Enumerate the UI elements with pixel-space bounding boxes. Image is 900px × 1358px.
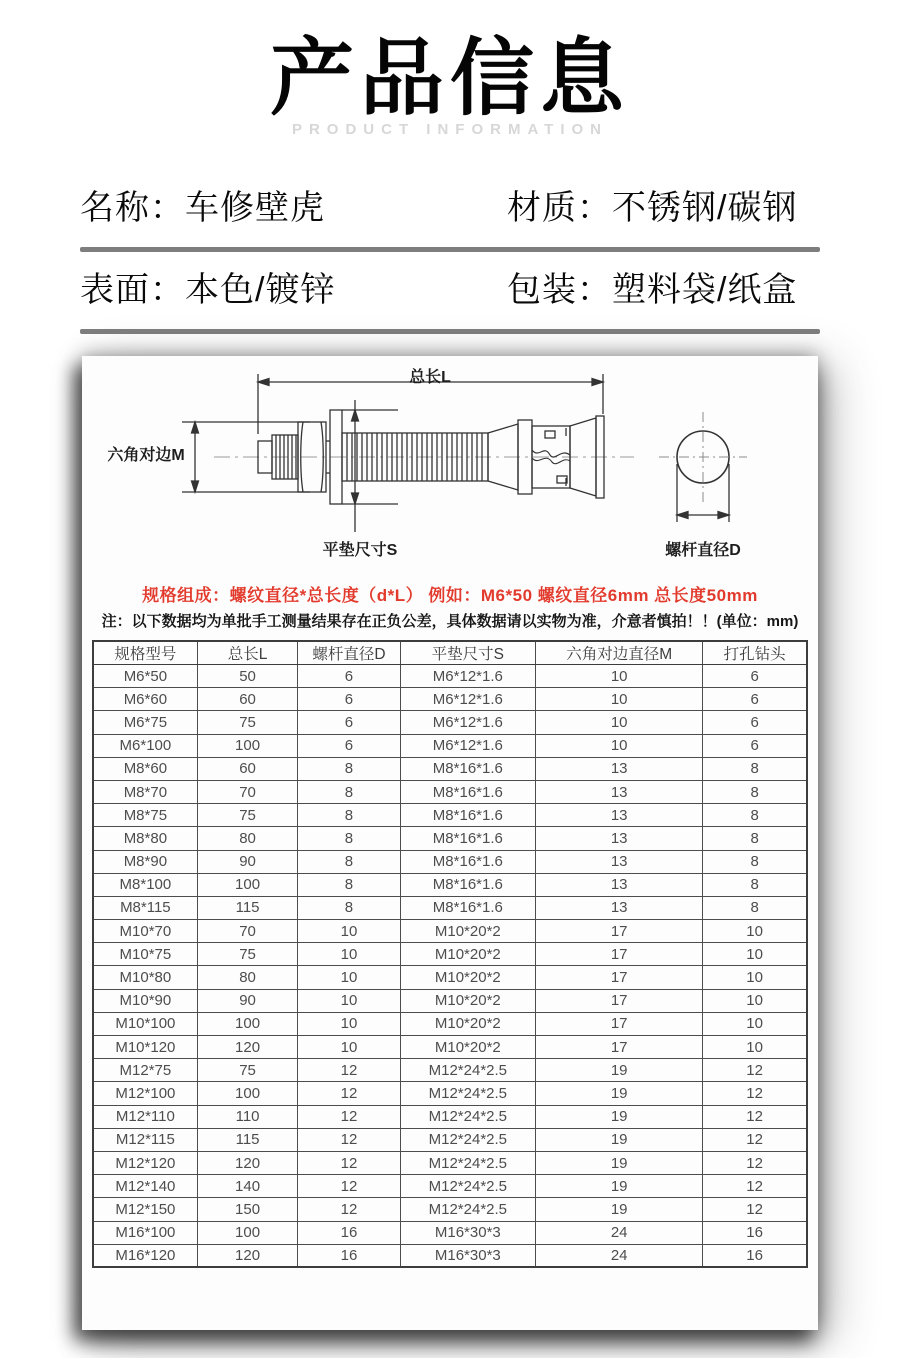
table-row bbox=[93, 1244, 807, 1267]
table-cell: M8*60 bbox=[93, 757, 197, 780]
table-cell: M10*120 bbox=[93, 1036, 197, 1059]
table-cell: M12*24*2.5 bbox=[400, 1082, 536, 1105]
table-cell: M10*20*2 bbox=[400, 1036, 536, 1059]
table-row bbox=[93, 757, 807, 780]
table-cell: 6 bbox=[298, 734, 400, 757]
table-cell: 13 bbox=[536, 873, 703, 896]
table-cell: M16*100 bbox=[93, 1221, 197, 1244]
attr-name bbox=[80, 180, 507, 229]
table-cell: 19 bbox=[536, 1198, 703, 1221]
table-cell: M8*16*1.6 bbox=[400, 896, 536, 919]
table-cell: 12 bbox=[298, 1175, 400, 1198]
table-cell: M8*16*1.6 bbox=[400, 780, 536, 803]
table-cell: 10 bbox=[536, 688, 703, 711]
table-cell: 13 bbox=[536, 780, 703, 803]
table-cell: 10 bbox=[536, 711, 703, 734]
table-cell: 10 bbox=[703, 943, 807, 966]
table-cell: 80 bbox=[197, 827, 298, 850]
table-cell: 19 bbox=[536, 1105, 703, 1128]
table-cell: 8 bbox=[703, 804, 807, 827]
table-cell: 12 bbox=[703, 1128, 807, 1151]
table-cell: 10 bbox=[536, 734, 703, 757]
table-cell: 13 bbox=[536, 896, 703, 919]
table-cell: 16 bbox=[703, 1221, 807, 1244]
table-cell: M12*24*2.5 bbox=[400, 1105, 536, 1128]
table-row bbox=[93, 896, 807, 919]
table-cell: M8*16*1.6 bbox=[400, 804, 536, 827]
table-cell: 100 bbox=[197, 1082, 298, 1105]
table-cell: M10*20*2 bbox=[400, 966, 536, 989]
table-cell: 10 bbox=[703, 966, 807, 989]
table-cell: 12 bbox=[298, 1082, 400, 1105]
table-cell: 10 bbox=[703, 1012, 807, 1035]
table-cell: 120 bbox=[197, 1244, 298, 1267]
table-cell: 8 bbox=[703, 780, 807, 803]
table-cell: 6 bbox=[703, 711, 807, 734]
table-cell: 150 bbox=[197, 1198, 298, 1221]
attr-surface bbox=[80, 262, 507, 311]
table-cell: 8 bbox=[298, 757, 400, 780]
table-cell: 100 bbox=[197, 1221, 298, 1244]
table-cell: 12 bbox=[703, 1082, 807, 1105]
table-cell: 13 bbox=[536, 757, 703, 780]
table-cell: M10*80 bbox=[93, 966, 197, 989]
table-cell: 8 bbox=[703, 827, 807, 850]
table-cell: M8*75 bbox=[93, 804, 197, 827]
table-row bbox=[93, 688, 807, 711]
table-cell: 90 bbox=[197, 989, 298, 1012]
table-cell: 6 bbox=[298, 688, 400, 711]
column-header: 打孔钻头 bbox=[703, 641, 807, 665]
table-cell: M12*120 bbox=[93, 1151, 197, 1174]
table-cell: M12*24*2.5 bbox=[400, 1175, 536, 1198]
table-cell: 12 bbox=[298, 1059, 400, 1082]
table-cell: 12 bbox=[298, 1105, 400, 1128]
table-cell: 16 bbox=[703, 1244, 807, 1267]
table-cell: 12 bbox=[703, 1151, 807, 1174]
attr-material-value: 不锈钢/碳钢 bbox=[612, 188, 798, 227]
table-cell: 17 bbox=[536, 1012, 703, 1035]
table-cell: 10 bbox=[298, 943, 400, 966]
washer-size-label: 平垫尺寸S bbox=[322, 542, 398, 559]
table-cell: M6*12*1.6 bbox=[400, 665, 536, 688]
table-cell: M12*24*2.5 bbox=[400, 1059, 536, 1082]
table-row bbox=[93, 665, 807, 688]
table-header-row bbox=[93, 641, 807, 665]
table-cell: 115 bbox=[197, 1128, 298, 1151]
table-cell: 6 bbox=[298, 711, 400, 734]
page-subtitle: PRODUCT INFORMATION bbox=[291, 120, 609, 138]
table-cell: M8*100 bbox=[93, 873, 197, 896]
table-cell: M12*100 bbox=[93, 1082, 197, 1105]
table-cell: 12 bbox=[703, 1105, 807, 1128]
title-block bbox=[0, 0, 900, 138]
table-cell: M8*16*1.6 bbox=[400, 827, 536, 850]
table-cell: M16*120 bbox=[93, 1244, 197, 1267]
attr-name-value: 车修壁虎 bbox=[185, 188, 325, 227]
table-cell: 19 bbox=[536, 1128, 703, 1151]
table-cell: 10 bbox=[298, 1036, 400, 1059]
table-cell: 8 bbox=[298, 827, 400, 850]
table-cell: 10 bbox=[536, 665, 703, 688]
divider bbox=[80, 329, 820, 334]
table-cell: 8 bbox=[703, 896, 807, 919]
table-cell: 8 bbox=[298, 850, 400, 873]
table-row bbox=[93, 873, 807, 896]
table-cell: 16 bbox=[298, 1244, 400, 1267]
table-cell: M10*20*2 bbox=[400, 1012, 536, 1035]
table-cell: 19 bbox=[536, 1151, 703, 1174]
table-cell: 17 bbox=[536, 1036, 703, 1059]
table-cell: 13 bbox=[536, 804, 703, 827]
table-cell: 75 bbox=[197, 943, 298, 966]
column-header: 规格型号 bbox=[93, 641, 197, 665]
table-row bbox=[93, 827, 807, 850]
table-cell: 75 bbox=[197, 711, 298, 734]
table-cell: 12 bbox=[703, 1175, 807, 1198]
table-row bbox=[93, 780, 807, 803]
attribute-row-1 bbox=[80, 170, 820, 247]
table-cell: 60 bbox=[197, 688, 298, 711]
table-cell: 100 bbox=[197, 873, 298, 896]
table-cell: 80 bbox=[197, 966, 298, 989]
table-row bbox=[93, 966, 807, 989]
table-cell: M6*50 bbox=[93, 665, 197, 688]
table-cell: 19 bbox=[536, 1175, 703, 1198]
attr-surface-label: 表面： bbox=[80, 270, 185, 309]
table-row bbox=[93, 920, 807, 943]
table-cell: M12*140 bbox=[93, 1175, 197, 1198]
table-cell: M12*150 bbox=[93, 1198, 197, 1221]
table-row bbox=[93, 1036, 807, 1059]
attr-material bbox=[507, 180, 797, 229]
table-cell: M12*24*2.5 bbox=[400, 1151, 536, 1174]
table-cell: M12*24*2.5 bbox=[400, 1128, 536, 1151]
column-header: 平垫尺寸S bbox=[400, 641, 536, 665]
table-cell: 60 bbox=[197, 757, 298, 780]
table-cell: 70 bbox=[197, 920, 298, 943]
table-cell: M10*70 bbox=[93, 920, 197, 943]
screw-diameter-label: 螺杆直径D bbox=[665, 542, 741, 559]
table-cell: 17 bbox=[536, 989, 703, 1012]
table-cell: M8*115 bbox=[93, 896, 197, 919]
column-header: 六角对边直径M bbox=[536, 641, 703, 665]
table-cell: 10 bbox=[298, 920, 400, 943]
spec-composition-note: 规格组成：螺纹直径*总长度（d*L） 例如：M6*50 螺纹直径6mm 总长度50mm bbox=[142, 586, 758, 605]
table-cell: 10 bbox=[298, 966, 400, 989]
table-row bbox=[93, 1221, 807, 1244]
table-cell: 8 bbox=[703, 850, 807, 873]
table-cell: M12*110 bbox=[93, 1105, 197, 1128]
table-cell: 8 bbox=[298, 896, 400, 919]
table-cell: 70 bbox=[197, 780, 298, 803]
table-cell: 50 bbox=[197, 665, 298, 688]
attr-packaging-label: 包装： bbox=[507, 270, 612, 309]
table-cell: M6*12*1.6 bbox=[400, 711, 536, 734]
table-cell: 24 bbox=[536, 1244, 703, 1267]
table-cell: M6*12*1.6 bbox=[400, 734, 536, 757]
table-row bbox=[93, 1012, 807, 1035]
table-cell: 120 bbox=[197, 1151, 298, 1174]
table-cell: 10 bbox=[298, 1012, 400, 1035]
table-cell: 6 bbox=[703, 734, 807, 757]
table-cell: 6 bbox=[703, 665, 807, 688]
table-row bbox=[93, 1105, 807, 1128]
attr-packaging bbox=[507, 262, 797, 311]
table-cell: 10 bbox=[703, 920, 807, 943]
table-cell: 8 bbox=[703, 873, 807, 896]
table-cell: 75 bbox=[197, 804, 298, 827]
table-cell: 12 bbox=[298, 1151, 400, 1174]
attr-packaging-value: 塑料袋/纸盒 bbox=[612, 270, 798, 309]
table-cell: 6 bbox=[703, 688, 807, 711]
table-cell: M8*16*1.6 bbox=[400, 757, 536, 780]
table-cell: 13 bbox=[536, 827, 703, 850]
table-row bbox=[93, 804, 807, 827]
table-cell: M10*20*2 bbox=[400, 920, 536, 943]
table-cell: 12 bbox=[703, 1059, 807, 1082]
table-cell: M10*20*2 bbox=[400, 943, 536, 966]
table-cell: 8 bbox=[703, 757, 807, 780]
table-cell: 17 bbox=[536, 920, 703, 943]
spec-table bbox=[92, 640, 808, 1268]
table-cell: 12 bbox=[298, 1198, 400, 1221]
attr-name-label: 名称： bbox=[80, 188, 185, 227]
table-cell: M12*75 bbox=[93, 1059, 197, 1082]
attr-surface-value: 本色/镀锌 bbox=[185, 270, 336, 309]
table-cell: 19 bbox=[536, 1082, 703, 1105]
table-row bbox=[93, 943, 807, 966]
table-cell: 90 bbox=[197, 850, 298, 873]
table-cell: 120 bbox=[197, 1036, 298, 1059]
column-header: 螺杆直径D bbox=[298, 641, 400, 665]
table-cell: M6*100 bbox=[93, 734, 197, 757]
table-cell: 10 bbox=[298, 989, 400, 1012]
table-cell: M12*115 bbox=[93, 1128, 197, 1151]
table-cell: 16 bbox=[298, 1221, 400, 1244]
total-length-label: 总长L bbox=[409, 369, 451, 386]
table-cell: M16*30*3 bbox=[400, 1244, 536, 1267]
table-cell: 8 bbox=[298, 780, 400, 803]
table-row bbox=[93, 1128, 807, 1151]
table-cell: M8*70 bbox=[93, 780, 197, 803]
table-cell: 12 bbox=[703, 1198, 807, 1221]
table-cell: M6*75 bbox=[93, 711, 197, 734]
table-cell: M8*90 bbox=[93, 850, 197, 873]
table-cell: M10*75 bbox=[93, 943, 197, 966]
table-cell: M10*20*2 bbox=[400, 989, 536, 1012]
product-attributes bbox=[80, 170, 820, 334]
table-cell: 24 bbox=[536, 1221, 703, 1244]
page-title: 产品信息 bbox=[269, 31, 630, 125]
table-cell: M6*12*1.6 bbox=[400, 688, 536, 711]
table-cell: 8 bbox=[298, 873, 400, 896]
table-row bbox=[93, 711, 807, 734]
table-row bbox=[93, 1059, 807, 1082]
table-cell: 100 bbox=[197, 734, 298, 757]
table-row bbox=[93, 734, 807, 757]
table-row bbox=[93, 1175, 807, 1198]
table-cell: 19 bbox=[536, 1059, 703, 1082]
table-cell: 10 bbox=[703, 989, 807, 1012]
spec-photo-card bbox=[82, 356, 818, 1330]
table-cell: 140 bbox=[197, 1175, 298, 1198]
table-cell: 6 bbox=[298, 665, 400, 688]
table-cell: M10*100 bbox=[93, 1012, 197, 1035]
table-cell: M8*16*1.6 bbox=[400, 873, 536, 896]
table-cell: 13 bbox=[536, 850, 703, 873]
table-cell: 17 bbox=[536, 966, 703, 989]
table-cell: 75 bbox=[197, 1059, 298, 1082]
table-cell: 115 bbox=[197, 896, 298, 919]
table-row bbox=[93, 1082, 807, 1105]
column-header: 总长L bbox=[197, 641, 298, 665]
hex-across-flats-label: 六角对边M bbox=[107, 447, 185, 464]
table-cell: M16*30*3 bbox=[400, 1221, 536, 1244]
anchor-diagram bbox=[82, 362, 818, 577]
table-row bbox=[93, 989, 807, 1012]
table-cell: 10 bbox=[703, 1036, 807, 1059]
table-cell: M10*90 bbox=[93, 989, 197, 1012]
table-cell: M6*60 bbox=[93, 688, 197, 711]
table-cell: M12*24*2.5 bbox=[400, 1198, 536, 1221]
table-cell: M8*80 bbox=[93, 827, 197, 850]
table-cell: 12 bbox=[298, 1128, 400, 1151]
table-cell: 100 bbox=[197, 1012, 298, 1035]
attribute-row-2 bbox=[80, 252, 820, 329]
table-cell: M8*16*1.6 bbox=[400, 850, 536, 873]
table-row bbox=[93, 1198, 807, 1221]
table-row bbox=[93, 1151, 807, 1174]
table-cell: 110 bbox=[197, 1105, 298, 1128]
measurement-disclaimer: 注：以下数据均为单批手工测量结果存在正负公差，具体数据请以实物为准，介意者慎拍！！(单位：mm) bbox=[101, 613, 799, 630]
table-cell: 8 bbox=[298, 804, 400, 827]
table-cell: 17 bbox=[536, 943, 703, 966]
table-row bbox=[93, 850, 807, 873]
attr-material-label: 材质： bbox=[507, 188, 612, 227]
